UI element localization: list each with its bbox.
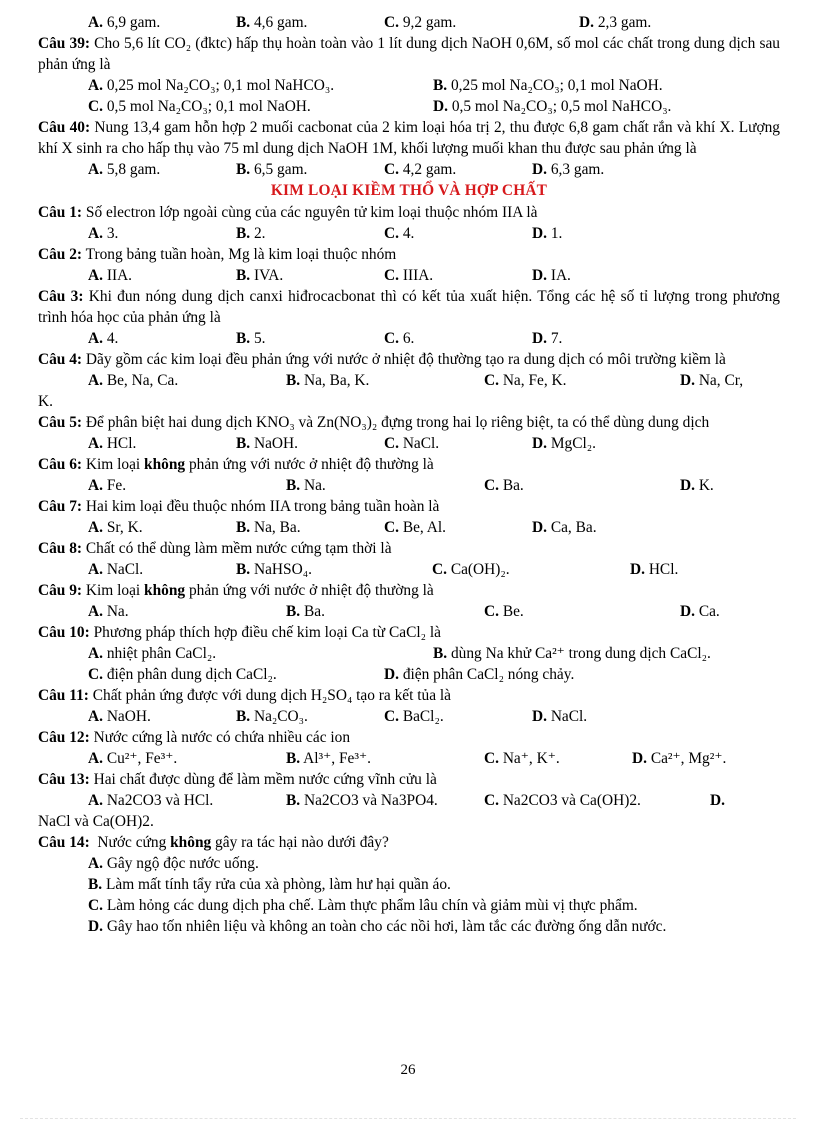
s9-pre: Kim loại: [82, 582, 145, 599]
s6-bold: không: [144, 456, 186, 473]
s12-options: [38, 748, 780, 769]
s12-text: Nước cứng là nước có chứa nhiều các ion: [89, 729, 351, 746]
s9-option-a: A. Na.: [88, 603, 129, 620]
s13-option-b: B. Na2CO3 và Na3PO4.: [286, 792, 438, 809]
s10-text: Phương pháp thích hợp điều chế kim loại Ca từ CaCl₂ là: [89, 624, 441, 641]
s3-option-a: A. 4.: [88, 330, 119, 347]
s13-options: [38, 790, 780, 811]
option-letter: D.: [710, 792, 725, 809]
s5-option-a: A. HCl.: [88, 435, 137, 452]
s6-options: [38, 475, 780, 496]
option-letter: B.: [236, 14, 251, 31]
s6-option-a: A. Fe.: [88, 477, 127, 494]
s1-options: [38, 223, 780, 244]
option-letter: C.: [384, 519, 399, 536]
q39-text: Cho 5,6 lít CO₂ (đktc) hấp thụ hoàn toàn vào 1 lít dung dịch NaOH 0,6M, số mol các chất trong dung dịch sau phản ứng là: [38, 35, 780, 73]
s10-options: [38, 643, 780, 685]
s9-option-c: C. Be.: [484, 603, 524, 620]
option-letter: A.: [88, 14, 103, 31]
option-letter: C.: [88, 666, 103, 683]
option-letter: B.: [286, 372, 301, 389]
s2-option-c: C. IIIA.: [384, 267, 434, 284]
option-letter: B.: [236, 267, 251, 284]
option-letter: B.: [236, 561, 251, 578]
s9-options: [38, 601, 780, 622]
option-letter: D.: [532, 161, 547, 178]
s2-option-a: A. IIA.: [88, 267, 133, 284]
s6-option-d: D. K.: [680, 477, 714, 494]
option-letter: A.: [88, 855, 103, 872]
option-letter: A.: [88, 708, 103, 725]
q40-text: Nung 13,4 gam hỗn hợp 2 muối cacbonat của 2 kim loại hóa trị 2, thu được 6,8 gam chất rắn và khí X. Lượng khí X sinh ra cho hấp thụ vào 75 ml dung dịch NaOH 1M, khối lượng muối khan thu được sau phản ứng là: [38, 119, 780, 157]
s2-text: Trong bảng tuần hoàn, Mg là kim loại thuộc nhóm: [82, 246, 397, 263]
question-5: [38, 412, 780, 433]
page-number: 26: [400, 1062, 416, 1078]
question-14: [38, 832, 780, 853]
s8-option-c: C. Ca(OH)₂.: [432, 561, 510, 578]
s13-option-a: A. Na2CO3 và HCl.: [88, 792, 214, 809]
s14-pre: Nước cứng: [89, 834, 171, 851]
option-letter: A.: [88, 225, 103, 242]
option-letter: D.: [532, 225, 547, 242]
s1-option-a: A. 3.: [88, 225, 119, 242]
option-letter: C.: [484, 750, 499, 767]
option-letter: C.: [484, 477, 499, 494]
option-letter: D.: [532, 708, 547, 725]
option-letter: B.: [286, 792, 301, 809]
question-6: [38, 454, 780, 475]
q40-label: Câu 40:: [38, 119, 91, 136]
question-40: [38, 117, 780, 159]
s11-option-c: C. BaCl₂.: [384, 708, 444, 725]
option-letter: A.: [88, 561, 103, 578]
s7-option-d: D. Ca, Ba.: [532, 519, 597, 536]
option-letter: C.: [384, 267, 399, 284]
option-letter: A.: [88, 330, 103, 347]
option-letter: C.: [384, 330, 399, 347]
s9-bold: không: [144, 582, 186, 599]
option-letter: A.: [88, 77, 103, 94]
s5-option-c: C. NaCl.: [384, 435, 440, 452]
s3-text: Khi đun nóng dung dịch canxi hiđrocacbonat thì có kết tủa xuất hiện. Tổng các hệ số tỉ lượng trong phương trình hóa học của phản ứng là: [38, 288, 780, 326]
q38-option-a: A. 6,9 gam.: [88, 14, 161, 31]
option-letter: B.: [286, 603, 301, 620]
option-letter: D.: [532, 330, 547, 347]
s4-label: Câu 4:: [38, 351, 83, 368]
option-letter: D.: [88, 918, 103, 935]
option-letter: D.: [384, 666, 399, 683]
option-letter: B.: [236, 330, 251, 347]
option-letter: A.: [88, 603, 103, 620]
s11-option-a: A. NaOH.: [88, 708, 151, 725]
s9-option-d: D. Ca.: [680, 603, 720, 620]
s10-label: Câu 10:: [38, 624, 90, 641]
q40-option-a: A. 5,8 gam.: [88, 161, 161, 178]
option-letter: B.: [236, 161, 251, 178]
s14-option-d: D. Gây hao tốn nhiên liệu và không an toàn cho các nồi hơi, làm tắc các đường ống dẫn nước.: [88, 918, 667, 935]
question-8: [38, 538, 780, 559]
s12-option-d: D. Ca²⁺, Mg²⁺.: [632, 750, 727, 767]
option-letter: C.: [432, 561, 447, 578]
s4-options: [38, 370, 780, 391]
option-letter: C.: [88, 897, 103, 914]
option-letter: A.: [88, 645, 103, 662]
s8-option-d: D. HCl.: [630, 561, 679, 578]
s14-option-b: B. Làm mất tính tẩy rửa của xà phòng, làm hư hại quần áo.: [88, 876, 451, 893]
question-2: [38, 244, 780, 265]
s14-post: gây ra tác hại nào dưới đây?: [211, 834, 389, 851]
s10-option-d: D. điện phân CaCl₂ nóng chảy.: [384, 666, 575, 683]
section-title: KIM LOẠI KIỀM THỔ VÀ HỢP CHẤT: [270, 182, 548, 199]
option-letter: A.: [88, 519, 103, 536]
s4-option-a: A. Be, Na, Ca.: [88, 372, 179, 389]
option-letter: A.: [88, 750, 103, 767]
question-1: [38, 202, 780, 223]
s3-label: Câu 3:: [38, 288, 84, 305]
s6-post: phản ứng với nước ở nhiệt độ thường là: [185, 456, 434, 473]
s5-label: Câu 5:: [38, 414, 83, 431]
option-letter: C.: [384, 14, 399, 31]
s1-option-c: C. 4.: [384, 225, 415, 242]
s6-label: Câu 6:: [38, 456, 83, 473]
s1-text: Số electron lớp ngoài cùng của các nguyên tử kim loại thuộc nhóm IIA là: [82, 204, 538, 221]
s11-options: [38, 706, 780, 727]
s1-label: Câu 1:: [38, 204, 83, 221]
s7-label: Câu 7:: [38, 498, 83, 515]
s4-option-d-tail: K.: [38, 393, 53, 410]
s3-option-c: C. 6.: [384, 330, 415, 347]
s11-option-b: B. Na₂CO₃.: [236, 708, 308, 725]
s10-option-a: A. nhiệt phân CaCl₂.: [88, 645, 217, 662]
question-10: [38, 622, 780, 643]
option-letter: D.: [433, 98, 448, 115]
option-letter: C.: [484, 792, 499, 809]
s11-label: Câu 11:: [38, 687, 89, 704]
option-letter: C.: [484, 603, 499, 620]
q40-option-d: D. 6,3 gam.: [532, 161, 605, 178]
option-letter: B.: [286, 477, 301, 494]
s8-options: [38, 559, 780, 580]
s5-text: Để phân biệt hai dung dịch KNO₃ và Zn(NO₃)₂ đựng trong hai lọ riêng biệt, ta có thể dùng dung dịch: [82, 414, 710, 431]
s13-option-c: C. Na2CO3 và Ca(OH)2.: [484, 792, 641, 809]
s8-option-b: B. NaHSO₄.: [236, 561, 312, 578]
question-11: [38, 685, 780, 706]
s14-label: Câu 14:: [38, 834, 90, 851]
s4-option-b: B. Na, Ba, K.: [286, 372, 370, 389]
q39-options: [38, 75, 780, 117]
question-13: [38, 769, 780, 790]
q38-options: [38, 12, 780, 33]
option-letter: B.: [236, 435, 251, 452]
s3-options: [38, 328, 780, 349]
s13-option-d: [710, 790, 725, 811]
s11-text: Chất phản ứng được với dung dịch H₂SO₄ tạo ra kết tủa là: [88, 687, 452, 704]
option-letter: D.: [579, 14, 594, 31]
q40-option-b: B. 6,5 gam.: [236, 161, 308, 178]
s14-bold: không: [170, 834, 212, 851]
option-letter: D.: [680, 372, 695, 389]
q40-option-c: C. 4,2 gam.: [384, 161, 457, 178]
option-letter: D.: [532, 267, 547, 284]
option-letter: C.: [384, 708, 399, 725]
document-page: [38, 10, 780, 937]
option-letter: C.: [88, 98, 103, 115]
option-letter: B.: [236, 519, 251, 536]
s13-option-d-tail: NaCl và Ca(OH)2.: [38, 813, 154, 830]
s7-text: Hai kim loại đều thuộc nhóm IIA trong bảng tuần hoàn là: [82, 498, 440, 515]
s3-option-b: B. 5.: [236, 330, 266, 347]
option-letter: B.: [236, 708, 251, 725]
option-letter: B.: [88, 876, 103, 893]
question-7: [38, 496, 780, 517]
s13-text: Hai chất được dùng để làm mềm nước cứng vĩnh cửu là: [89, 771, 437, 788]
q39-label: Câu 39:: [38, 35, 91, 52]
s1-option-d: D. 1.: [532, 225, 563, 242]
s5-option-b: B. NaOH.: [236, 435, 298, 452]
option-letter: A.: [88, 161, 103, 178]
s6-option-b: B. Na.: [286, 477, 326, 494]
option-letter: A.: [88, 435, 103, 452]
option-letter: D.: [630, 561, 645, 578]
q38-option-c: C. 9,2 gam.: [384, 14, 457, 31]
s12-option-a: A. Cu²⁺, Fe³⁺.: [88, 750, 178, 767]
s5-options: [38, 433, 780, 454]
s3-option-d: D. 7.: [532, 330, 563, 347]
s2-options: [38, 265, 780, 286]
option-letter: D.: [532, 435, 547, 452]
q39-option-d: D. 0,5 mol Na₂CO₃; 0,5 mol NaHCO₃.: [433, 98, 672, 115]
question-12: [38, 727, 780, 748]
s6-pre: Kim loại: [82, 456, 145, 473]
option-letter: A.: [88, 372, 103, 389]
s10-option-c: C. điện phân dung dịch CaCl₂.: [88, 666, 277, 683]
question-3: [38, 286, 780, 328]
option-letter: C.: [384, 161, 399, 178]
q38-option-b: B. 4,6 gam.: [236, 14, 308, 31]
option-letter: C.: [484, 372, 499, 389]
option-letter: A.: [88, 267, 103, 284]
s1-option-b: B. 2.: [236, 225, 266, 242]
s2-option-b: B. IVA.: [236, 267, 284, 284]
option-letter: D.: [680, 603, 695, 620]
option-letter: A.: [88, 792, 103, 809]
question-39: [38, 33, 780, 75]
s2-option-d: D. IA.: [532, 267, 571, 284]
s10-option-b: B. dùng Na khử Ca²⁺ trong dung dịch CaCl₂.: [433, 645, 711, 662]
q40-options: [38, 159, 780, 180]
option-letter: A.: [88, 477, 103, 494]
s8-label: Câu 8:: [38, 540, 83, 557]
s4-option-c: C. Na, Fe, K.: [484, 372, 567, 389]
s6-option-c: C. Ba.: [484, 477, 524, 494]
option-letter: C.: [384, 435, 399, 452]
s9-post: phản ứng với nước ở nhiệt độ thường là: [185, 582, 434, 599]
s8-option-a: A. NaCl.: [88, 561, 144, 578]
option-letter: D.: [680, 477, 695, 494]
question-4: [38, 349, 780, 370]
s7-option-a: A. Sr, K.: [88, 519, 143, 536]
s14-option-c: C. Làm hỏng các dung dịch pha chế. Làm thực phẩm lâu chín và giảm mùi vị thực phẩm.: [88, 897, 638, 914]
s14-options: [38, 853, 780, 937]
s11-option-d: D. NaCl.: [532, 708, 588, 725]
s9-label: Câu 9:: [38, 582, 83, 599]
option-letter: B.: [286, 750, 301, 767]
option-letter: B.: [433, 645, 448, 662]
option-letter: D.: [632, 750, 647, 767]
s7-option-c: C. Be, Al.: [384, 519, 446, 536]
s13-label: Câu 13:: [38, 771, 90, 788]
q38-option-d: D. 2,3 gam.: [579, 14, 652, 31]
q39-option-a: A. 0,25 mol Na₂CO₃; 0,1 mol NaHCO₃.: [88, 77, 335, 94]
q39-option-c: C. 0,5 mol Na₂CO₃; 0,1 mol NaOH.: [88, 98, 311, 115]
s12-label: Câu 12:: [38, 729, 90, 746]
s9-option-b: B. Ba.: [286, 603, 325, 620]
footer-divider: [20, 1118, 796, 1119]
question-9: [38, 580, 780, 601]
s2-label: Câu 2:: [38, 246, 83, 263]
option-letter: D.: [532, 519, 547, 536]
s8-text: Chất có thể dùng làm mềm nước cứng tạm thời là: [82, 540, 392, 557]
option-letter: C.: [384, 225, 399, 242]
s4-option-d: D. Na, Cr,: [680, 372, 744, 389]
q39-option-b: B. 0,25 mol Na₂CO₃; 0,1 mol NaOH.: [433, 77, 663, 94]
s12-option-c: C. Na⁺, K⁺.: [484, 750, 560, 767]
option-letter: B.: [433, 77, 448, 94]
s7-option-b: B. Na, Ba.: [236, 519, 301, 536]
option-letter: B.: [236, 225, 251, 242]
s7-options: [38, 517, 780, 538]
s4-text: Dãy gồm các kim loại đều phản ứng với nước ở nhiệt độ thường tạo ra dung dịch có môi trường kiềm là: [82, 351, 726, 368]
s14-option-a: A. Gây ngộ độc nước uống.: [88, 855, 259, 872]
s12-option-b: B. Al³⁺, Fe³⁺.: [286, 750, 371, 767]
s5-option-d: D. MgCl₂.: [532, 435, 596, 452]
